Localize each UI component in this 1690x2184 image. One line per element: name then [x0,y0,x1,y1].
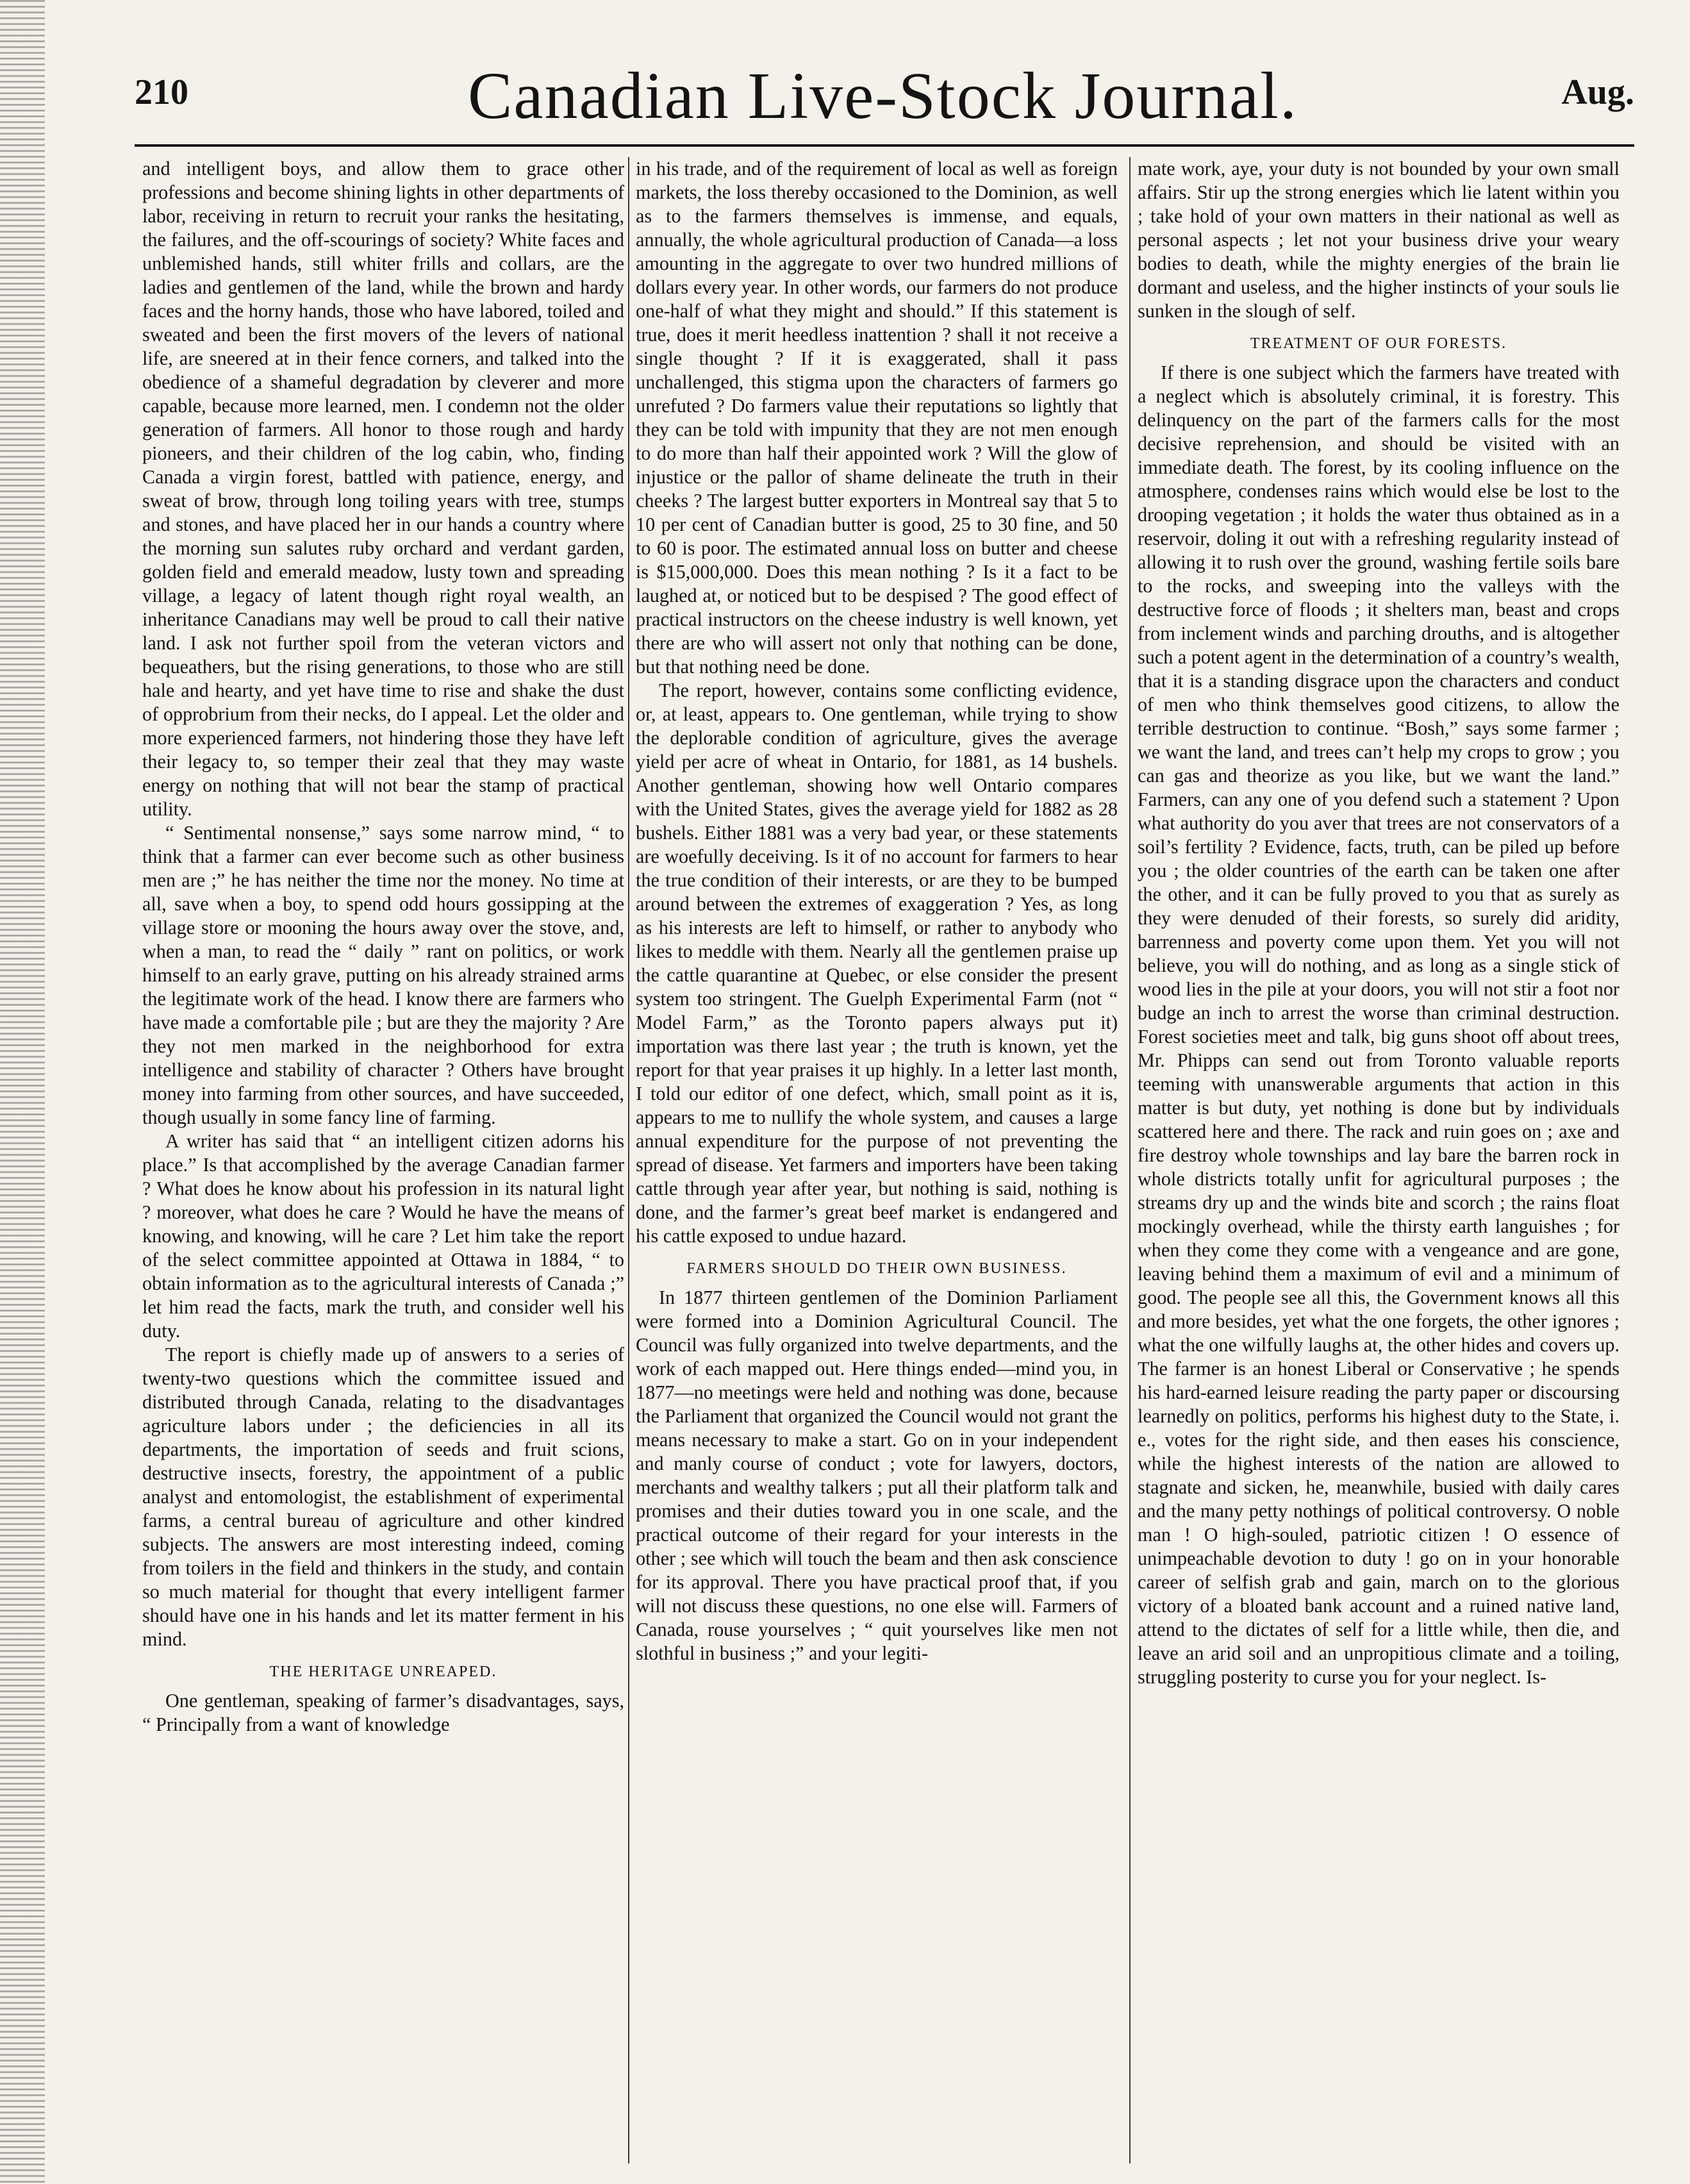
issue-month: Aug. [1561,72,1634,112]
article-paragraph: in his trade, and of the requirement of local as well as foreign markets, the loss thereby occasioned to the Dominion, as well as to the farmers themselves is immense, and equals, annually, the whole agricultural production of Canada—a loss amounting in the aggregate to over two hundred millions of dollars every year. In other words, our farmers do not produce one-half of what they might and should.” If this statement is true, does it merit heedless inattention ? shall it not receive a single thought ? If it is exaggerated, shall it pass unchallenged, this stigma upon the characters of farmers go unrefuted ? Do farmers value their reputations so lightly that they can be told with impunity that they are not men enough to do more than half their appointed work ? Will the glow of injustice or the pallor of shame delineate the truth in their cheeks ? The largest butter exporters in Montreal say that 5 to 10 per cent of Canadian butter is good, 25 to 30 fine, and 50 to 60 is poor. The estimated annual loss on butter and cheese is $15,000,000. Does this mean nothing ? Is it a fact to be laughed at, or noticed but to be despised ? The good effect of practical instructors on the cheese industry is well known, yet there are who will assert not only that nothing can be done, but that nothing need be done. [636,158,1118,678]
article-paragraph: mate work, aye, your duty is not bounded by your own small affairs. Stir up the strong energies which lie latent within you ; take hold of your own matters in their national as well as personal aspects ; let not your business drive your weary bodies to death, while the mighty energies of the brain lie dormant and useless, and the higher instincts of your souls lie sunken in the slough of self. [1138,158,1620,322]
column-divider [628,157,629,2163]
article-paragraph: A writer has said that “ an intelligent citizen adorns his place.” Is that accomplished by the average Canadian farmer ? What does he know about his profession in its natural light ? moreover, what does he care ? Would he have the means of knowing, and knowing, will he care ? Let him take the report of the select committee appointed at Ottawa in 1884, “ to obtain information as to the agricultural interests of Canada ;” let him read the facts, mark the truth, and consider well his duty. [142,1130,624,1342]
column-1 [142,157,624,2163]
article-paragraph: One gentleman, speaking of farmer’s disadvantages, says, “ Principally from a want of knowledge [142,1690,624,1735]
article-paragraph: and intelligent boys, and allow them to grace other professions and become shining lights in other departments of labor, receiving in return to recruit your ranks the hesitating, the failures, and the off-scourings of society? White faces and unblemished hands, still whiter frills and collars, are the ladies and gentlemen of the land, while the brown and hardy faces and the horny hands, those who have labored, toiled and sweated and been the first movers of the levers of national life, are sneered at in their fence corners, and talked into the obedience of a shameful degradation by cleverer and more capable, because more learned, men. I condemn not the older generation of farmers. All honor to those rough and hardy pioneers, and their children of the log cabin, who, finding Canada a virgin forest, battled with patience, energy, and sweat of brow, through long toiling years with tree, stumps and stones, and have placed her in our hands a country where the morning sun salutes ruby orchard and verdant garden, golden field and emerald meadow, lusty town and spreading village, a legacy of latent though right royal wealth, an inheritance Canadians may well be proud to call their native land. I ask not further spoil from the veteran victors and bequeathers, but the rising generations, to those who are still hale and hearty, and yet have time to rise and shake the dust of opprobrium from their necks, do I appeal. Let the older and more experienced farmers, not hindering those they have left their legacy to, so temper their zeal that they may waste energy on nothing that will not bear the stamp of practical utility. [142,158,624,820]
article-paragraph: If there is one subject which the farmers have treated with a neglect which is absolutely criminal, it is forestry. This delinquency on the part of the farmers calls for the most decisive reprehension, and should be visited with an immediate death. The forest, by its cooling influence on the atmosphere, condenses rains which would else be lost to the drooping vegetation ; it holds the water thus obtained as in a reservoir, doling it out with a refreshing regularity instead of allowing it to rush over the ground, washing fertile soils bare to the rocks, and sweeping into the valleys with the destructive force of floods ; it shelters man, beast and crops from inclement winds and parching drouths, and is altogether such a potent agent in the determination of a country’s wealth, that it is a standing disgrace upon the characters and conduct of men who think themselves good citizens, to allow the terrible destruction to continue. “Bosh,” says some farmer ; we want the land, and trees can’t help my crops to grow ; you can gas and theorize as you like, but we want the land.” Farmers, can any one of you defend such a statement ? Upon what authority do you aver that trees are not conservators of a soil’s fertility ? Evidence, facts, truth, can be piled up before you ; the older countries of the earth can be taken one after the other, and it can be fully proved to you that as surely as they were denuded of their forests, so surely did aridity, barrenness and poverty come upon them. Yet you will not believe, you will do nothing, and as long as a single stick of wood lies in the pile at your doors, you will not stir a foot nor budge an inch to arrest the worse than criminal destruction. Forest societies meet and talk, big guns shoot off about trees, Mr. Phipps can send out from Toronto valuable reports teeming with unanswerable arguments that action in this matter is but duty, yet nothing is done but by individuals scattered here and there. The rack and ruin goes on ; axe and fire destroy whole townships and lay bare the barren rock in whole districts totally unfit for agricultural purposes ; the streams dry up and the winds bite and scorch ; the rains float mockingly overhead, while the thirsty earth languishes ; for when they come they come with a vengeance and are gone, leaving behind them a maximum of evil and a minimum of good. The people see all this, the Government knows all this and more besides, yet what the one forgets, the other ignores ; what the one wilfully laughs at, the other hides and covers up. The farmer is an honest Liberal or Conservative ; he spends his hard-earned leisure reading the party paper or discoursing learnedly on politics, performs his highest duty to the State, i. e., votes for the right side, and then eases his conscience, while the highest interests of the nation are allowed to stagnate and sicken, he, meanwhile, busied with daily cares and the many petty nothings of political controversy. O noble man ! O high-souled, patriotic citizen ! O essence of unimpeachable devotion to duty ! go on in your honorable career of selfish grab and gain, march on to the glorious victory of a bloated bank account and a ruined native land, attend to the dictates of self for a little while, then die, and leave an arid soil and an unpropitious climate and a toiling, struggling posterity to curse you for your neglect. Is- [1138,362,1620,1688]
page-number: 210 [135,72,188,112]
column-divider [1129,157,1131,2163]
section-heading: THE HERITAGE UNREAPED. [269,1663,497,1680]
section-heading: TREATMENT OF OUR FORESTS. [1250,335,1507,352]
column-3 [1138,157,1620,2163]
column-2 [636,157,1118,2163]
header-rule [135,144,1634,147]
article-paragraph: In 1877 thirteen gentlemen of the Dominion Parliament were formed into a Dominion Agricultural Council. The Council was fully organized into twelve departments, and the work of each mapped out. Here things ended—mind you, in 1877—no meetings were held and nothing was done, because the Parliament that organized the Council would not grant the means necessary to make a start. Go on in your independent and manly course of conduct ; vote for lawyers, doctors, merchants and wealthy talkers ; put all their platform talk and promises and their duties toward you in one scale, and the practical outcome of their regard for your interests in the other ; see which will touch the beam and then ask conscience for its approval. There you have practical proof that, if you will not discuss these questions, no one else will. Farmers of Canada, rouse yourselves ; “ quit yourselves like men not slothful in business ;” and your legiti- [636,1287,1118,1664]
article-paragraph: The report is chiefly made up of answers to a series of twenty-two questions which the committee issued and distributed through Canada, relating to the disadvantages agriculture labors under ; the deficiencies in all its departments, the importation of seeds and fruit scions, destructive insects, forestry, the appointment of a public analyst and entomologist, the establishment of experimental farms, a central bureau of agriculture and other kindred subjects. The answers are most interesting indeed, coming from toilers in the field and thinkers in the study, and contain so much material for thought that every intelligent farmer should have one in his hands and let its matter ferment in his mind. [142,1344,624,1650]
article-paragraph: The report, however, contains some conflicting evidence, or, at least, appears to. One gentleman, while trying to show the deplorable condition of agriculture, gives the average yield per acre of wheat in Ontario, for 1881, as 14 bushels. Another gentleman, showing how well Ontario compares with the United States, gives the average yield for 1882 as 28 bushels. Either 1881 was a very bad year, or these statements are woefully deceiving. Is it of no account for farmers to hear the true condition of their interests, or are they to be bumped around between the extremes of exaggeration ? Yes, as long as his interests are left to himself, or rather to anybody who likes to meddle with them. Nearly all the gentlemen praise up the cattle quarantine at Quebec, or else consider the present system too stringent. The Guelph Experimental Farm (not “ Model Farm,” as the Toronto papers always put it) importation was there last year ; the truth is known, yet the report for that year praises it up highly. In a letter last month, I told our editor of one defect, which, small point as it is, appears to me to nullify the whole system, and causes a large annual expenditure for the purpose of not preventing the spread of disease. Yet farmers and importers have been taking cattle through year after year, but nothing is said, nothing is done, and the farmer’s great beef market is endangered and his cattle exposed to undue hazard. [636,679,1118,1247]
article-paragraph: “ Sentimental nonsense,” says some narrow mind, “ to think that a farmer can ever become such as other business men are ;” he has neither the time nor the money. No time at all, save when a boy, to spend odd hours gossipping at the village store or mooning the hours away over the stove, and, when a man, to read the “ daily ” rant on politics, or work himself to an early grave, putting on his already strained arms the legitimate work of the head. I know there are farmers who have made a comfortable pile ; but are they the majority ? Are they not men marked in the neighborhood for extra intelligence and stability of character ? Others have brought money into farming from other sources, and have succeeded, though usually in some fancy line of farming. [142,822,624,1128]
journal-title: Canadian Live-Stock Journal. [468,59,1298,133]
section-heading: FARMERS SHOULD DO THEIR OWN BUSINESS. [686,1260,1067,1277]
scan-binding-edge [0,0,45,2184]
page-header [135,58,1634,135]
